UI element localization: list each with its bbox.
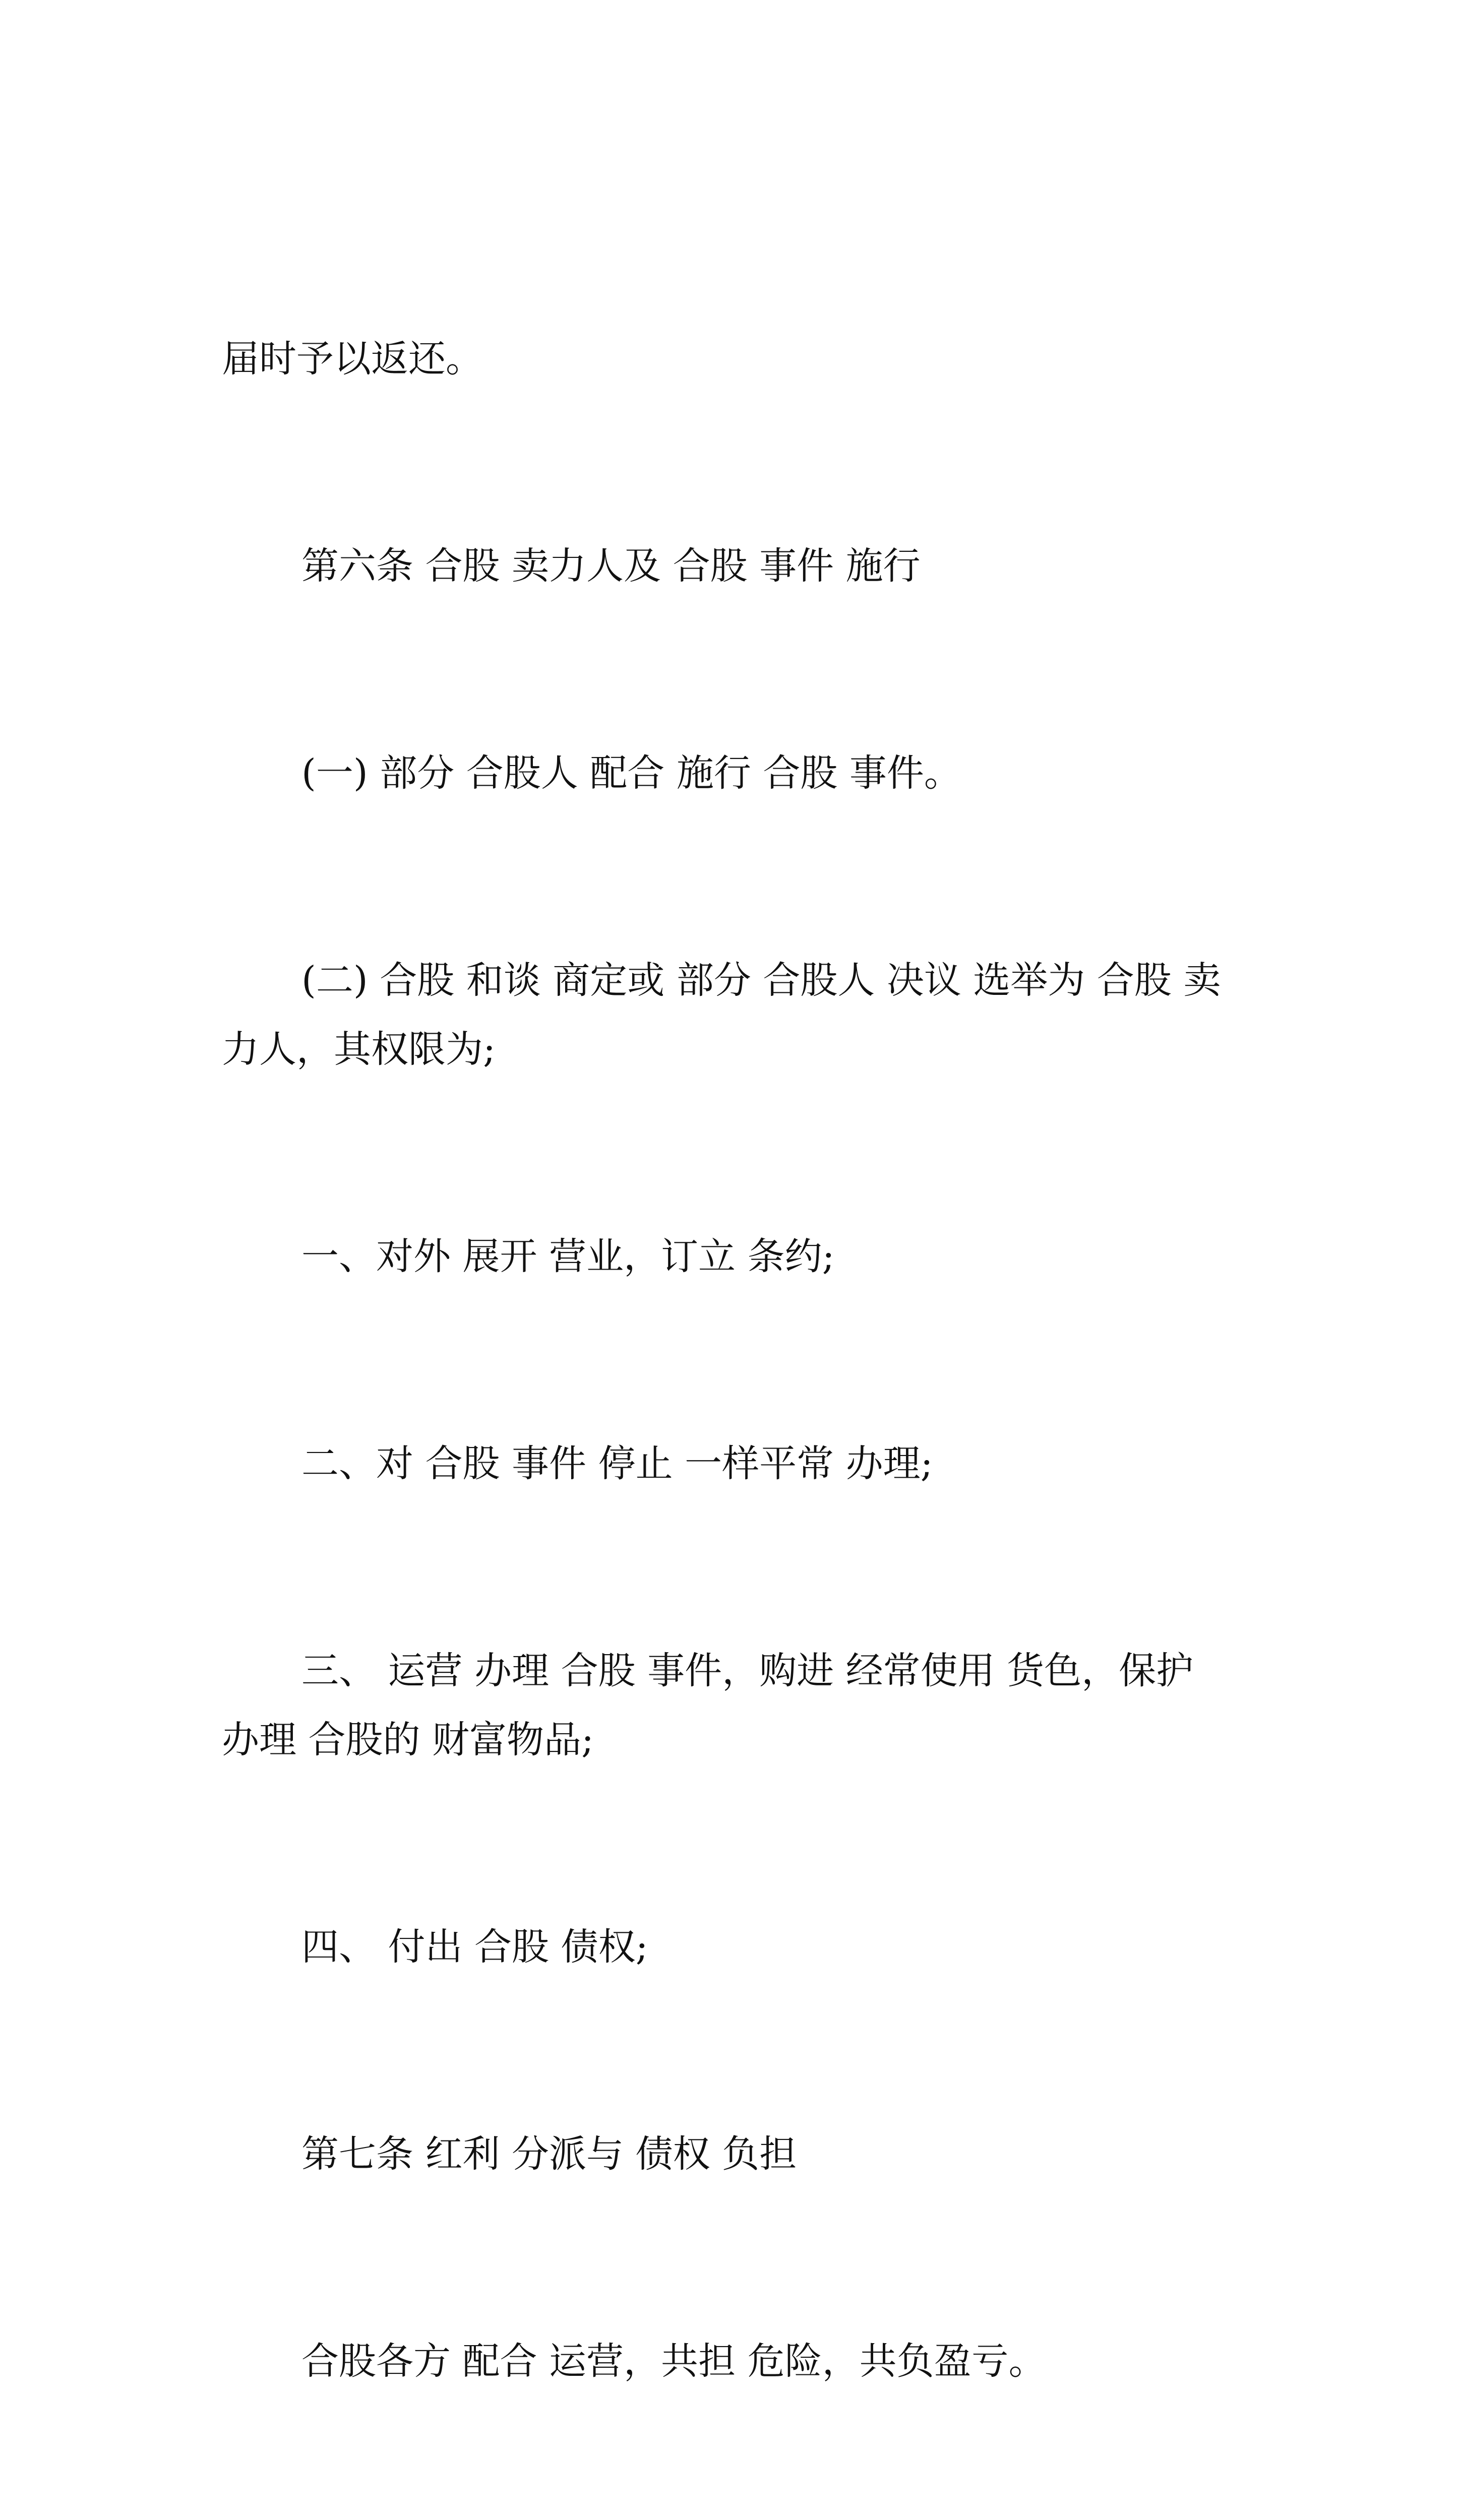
paragraph-return-on-due: 届时予以返还。 — [222, 337, 483, 381]
article-6-item-1: 一、对外 展开 营业，订立 条约; — [301, 1235, 835, 1278]
article-7-heading: 第七条 红利 分派与 债权 负担 — [301, 2132, 797, 2176]
article-6-item-2: 二、对 合股 事件 停止 一样平常 办理; — [301, 1442, 933, 1485]
document-body — [222, 186, 1240, 2520]
article-6-item-3: 三、 运营 办理 合股 事件，购进 经常使用 货色，保护 办理 合股的 财富物品; — [222, 1649, 1205, 1761]
article-6-item-4: 四、 付出 合股 债权; — [301, 1925, 648, 1969]
article-6-clause-2: (二) 合股 和谈 商定或 部分 合股人 决议 选举为 合股 卖力人，其权限为; — [222, 959, 1221, 1071]
article-7-intro: 合股各方 配合 运营，共担 危险，共负盈亏。 — [301, 2340, 1046, 2383]
article-6-heading: 第六条 合股 卖力人及 合股 事件 施行 — [301, 544, 921, 588]
article-6-clause-1: (一) 部分 合股人 配合 施行 合股 事件。 — [301, 751, 961, 795]
